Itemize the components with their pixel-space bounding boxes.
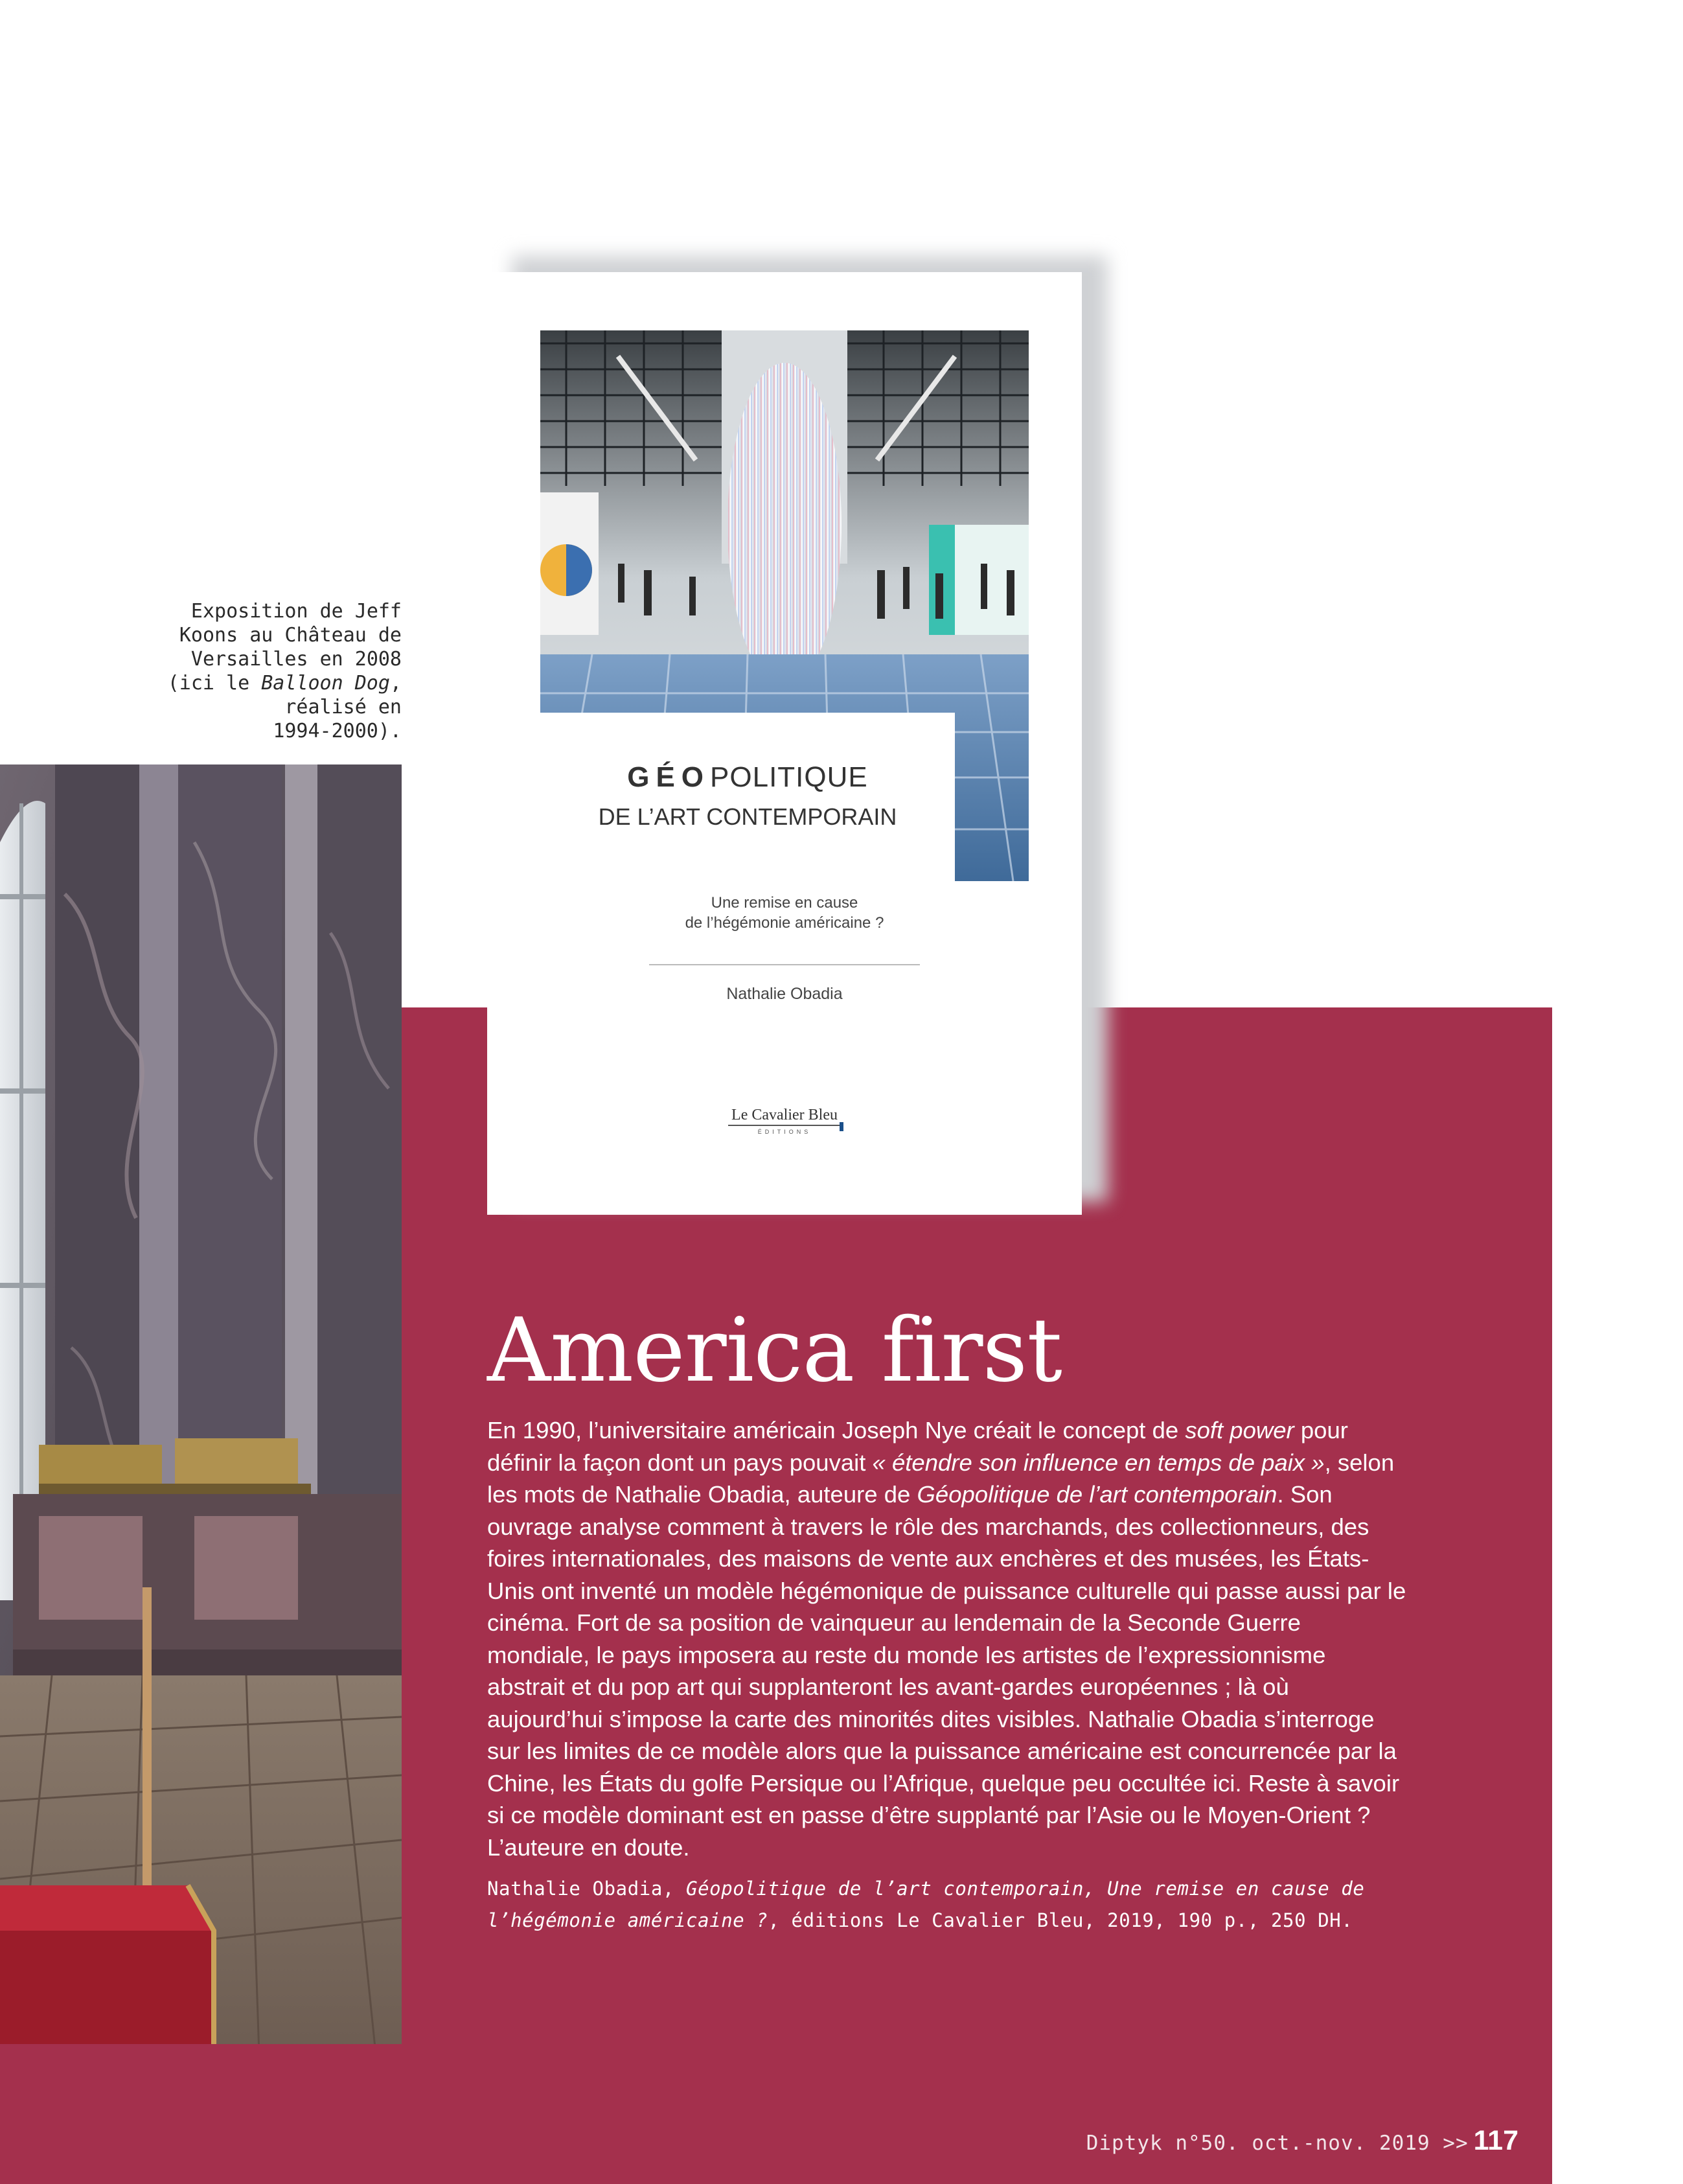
book-title-rest: POLITIQUE: [710, 761, 868, 793]
caption-line: Versailles en 2008: [190, 648, 402, 671]
caption-line: [117, 671, 402, 695]
footer-band: [0, 2044, 1552, 2184]
book-divider: [649, 964, 920, 965]
body-text: . Son ouvrage analyse comment à travers le rôle des marchands, des collectionneurs, des foires internationales, des maisons de vente aux enchères et des musées, les États-Unis ont inventé un modèle hégémonique de puissance culturelle qui passe aussi par le cinéma. Fort de sa position de vainqueur au lendemain de la Seconde Guerre mondiale, le pays imposera au reste du monde les artistes de l’expressionnisme abstrait et du pop art qui supplanteront les avant-gardes européennes ; là où aujourd’hui s’impose la carte des minorités dites visibles. Nathalie Obadia s’interroge sur les limites de ce modèle alors que la puissance américaine est concurrencée par la Chine, les États du golfe Persique ou l’Afrique, quelque peu occultée ici. Reste à savoir si ce modèle dominant est en passe d’être supplanté par l’Asie ou le Moyen-Orient ? L’auteure en doute.: [487, 1481, 1406, 1861]
book-author: Nathalie Obadia: [726, 985, 843, 1003]
book-title-block: [540, 713, 955, 881]
body-text: , selon les mots de Nathalie Obadia, auteure de: [487, 1449, 1395, 1508]
caption-text: ,: [389, 672, 402, 695]
body-italic: Géopolitique de l’art contemporain: [917, 1481, 1277, 1508]
issue-info: Diptyk n°50. oct.-nov. 2019 >>: [1086, 2132, 1469, 2155]
body-text: pour définir la façon dont un pays pouvait: [487, 1417, 1348, 1476]
article-body: [487, 1414, 1407, 1863]
caption-line: 1994-2000).: [273, 720, 402, 742]
reference-details: , éditions Le Cavalier Bleu, 2019, 190 p., 250 DH.: [768, 1909, 1353, 1931]
book-title-line2: DE L’ART CONTEMPORAIN: [598, 803, 897, 830]
book-publisher-sub: ÉDITIONS: [757, 1129, 812, 1135]
body-italic: soft power: [1185, 1417, 1294, 1443]
page-number: 117: [1473, 2125, 1518, 2156]
article-headline: America first: [487, 1300, 1062, 1402]
photo-caption: [117, 599, 402, 743]
book-title-bold: GÉO: [627, 761, 711, 793]
versailles-hall-photo: [0, 764, 402, 2054]
body-italic: « étendre son influence en temps de paix »: [872, 1449, 1325, 1476]
reference-author: Nathalie Obadia,: [487, 1878, 687, 1900]
book-publisher-logo: Le Cavalier Bleu: [731, 1107, 838, 1123]
caption-line: Exposition de Jeff: [190, 600, 402, 623]
caption-line: réalisé en: [284, 696, 402, 718]
caption-text: (ici le: [167, 672, 262, 695]
reference-title: Géopolitique de l’art contemporain, Une remise en cause de l’hégémonie américaine ?: [487, 1878, 1365, 1931]
body-text: En 1990, l’universitaire américain Joseph Nye créait le concept de: [487, 1417, 1185, 1443]
page-footer: [972, 2125, 1518, 2157]
book-title: [540, 761, 955, 794]
publisher-underline: [728, 1125, 841, 1126]
caption-artwork-title: Balloon Dog: [261, 672, 390, 695]
book-reference: [487, 1873, 1420, 1937]
book-cover: [487, 272, 1082, 1215]
book-subtitle: Une remise en cause de l’hégémonie américaine ?: [685, 894, 884, 932]
caption-line: Koons au Château de: [179, 624, 402, 647]
